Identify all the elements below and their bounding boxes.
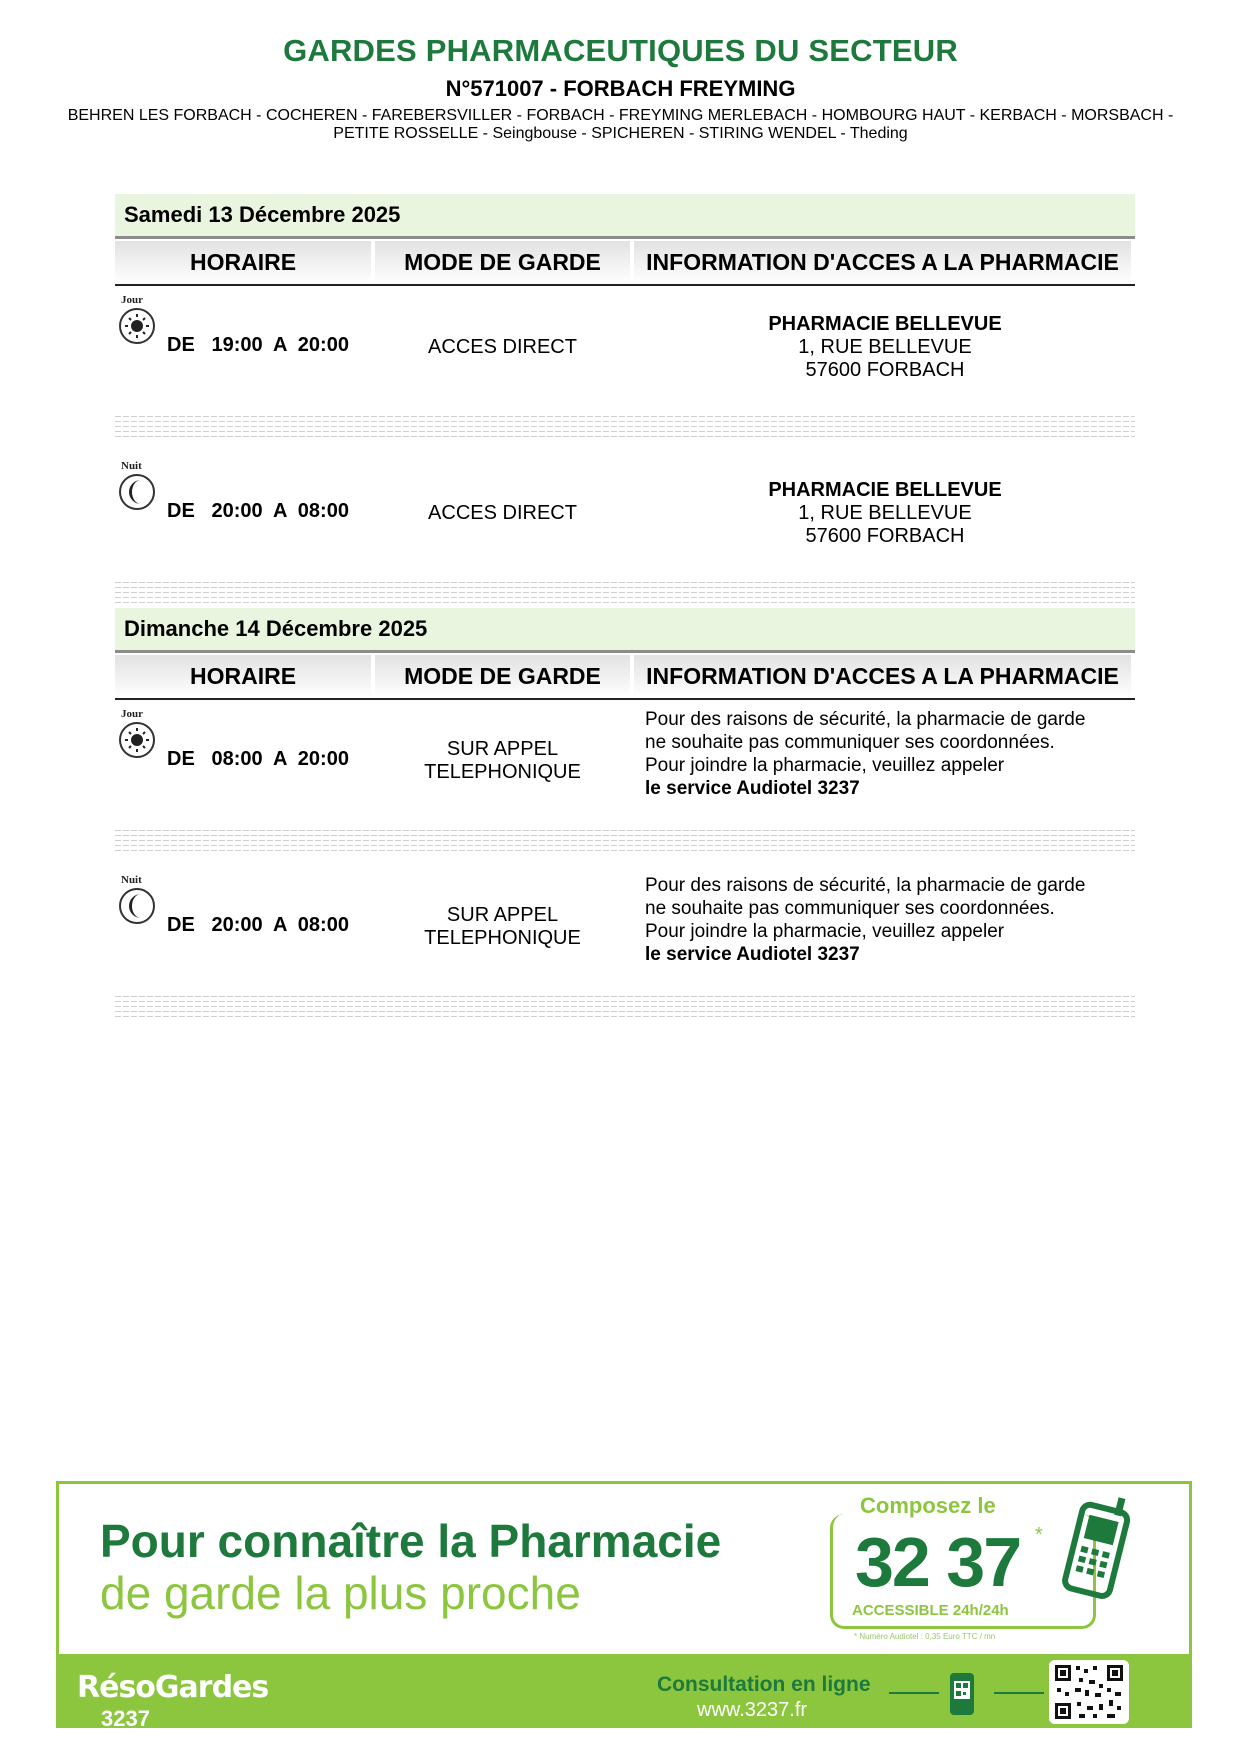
day-section-2 — [115, 608, 1135, 1020]
guard-row — [115, 700, 1135, 830]
guard-mode-line-2: TELEPHONIQUE — [424, 761, 581, 783]
time-range: DE 20:00 A 08:00 — [167, 500, 349, 522]
pharmacy-name: PHARMACIE BELLEVUE — [768, 479, 1002, 501]
notice-line: Pour des raisons de sécurité, la pharmacie de garde — [645, 875, 1086, 896]
guard-mode — [375, 904, 630, 950]
website-link[interactable]: www.3237.fr — [697, 1699, 808, 1721]
guard-mode-line-2: TELEPHONIQUE — [424, 927, 581, 949]
column-header-horaire: HORAIRE — [115, 241, 371, 284]
column-header-row — [115, 655, 1135, 700]
communes-line-1: BEHREN LES FORBACH - COCHEREN - FAREBERSVILLER - FORBACH - FREYMING MERLEBACH - HOMBOURG HAUT - KERBACH - MORSBACH - — [67, 107, 1174, 124]
guard-mode: ACCES DIRECT — [428, 502, 577, 524]
column-header-info: INFORMATION D'ACCES A LA PHARMACIE — [634, 655, 1131, 698]
day-title: Dimanche 14 Décembre 2025 — [115, 608, 1135, 653]
day-section-1 — [115, 194, 1135, 606]
row-divider — [115, 830, 1135, 854]
resogardes-logo: RésoGardes — [77, 1670, 269, 1705]
column-header-horaire: HORAIRE — [115, 655, 371, 698]
connector-line — [889, 1692, 939, 1694]
notice-line: ne souhaite pas communiquer ses coordonnées. — [645, 732, 1055, 753]
svg-text:Jour: Jour — [121, 708, 143, 720]
banner-subheadline: de garde la plus proche — [100, 1567, 581, 1619]
time-range: DE 08:00 A 20:00 — [167, 748, 349, 770]
column-header-info: INFORMATION D'ACCES A LA PHARMACIE — [634, 241, 1131, 284]
pharmacy-info — [635, 313, 1135, 382]
guard-row — [115, 452, 1135, 582]
notice-line: ne souhaite pas communiquer ses coordonnées. — [645, 898, 1055, 919]
communes-line-2: PETITE ROSSELLE - Seingbouse - SPICHEREN - STIRING WENDEL - Theding — [333, 125, 908, 142]
audiotel-price-note: * Numéro Audiotel : 0,35 Euro TTC / mn — [854, 1632, 996, 1641]
sun-jour-icon — [117, 292, 161, 348]
number-asterisk: * — [1035, 1524, 1043, 1546]
row-divider — [115, 996, 1135, 1020]
page-title: GARDES PHARMACEUTIQUES DU SECTEUR — [283, 33, 958, 68]
sun-jour-icon — [117, 706, 161, 762]
row-divider — [115, 416, 1135, 440]
time-range: DE 19:00 A 20:00 — [167, 334, 349, 356]
resogardes-number: 3237 — [101, 1706, 150, 1731]
guard-row — [115, 286, 1135, 416]
notice-line: Pour joindre la pharmacie, veuillez appeler — [645, 755, 1005, 776]
pharmacy-city: 57600 FORBACH — [805, 525, 965, 547]
time-range: DE 20:00 A 08:00 — [167, 914, 349, 936]
svg-text:Nuit: Nuit — [121, 874, 142, 886]
banner-headline: Pour connaître la Pharmacie — [100, 1515, 722, 1567]
row-divider — [115, 582, 1135, 606]
day-title: Samedi 13 Décembre 2025 — [115, 194, 1135, 239]
audiotel-service: le service Audiotel 3237 — [645, 944, 860, 965]
column-header-mode: MODE DE GARDE — [375, 655, 630, 698]
pharmacy-address: 1, RUE BELLEVUE — [798, 336, 972, 358]
guard-mode-line-1: SUR APPEL — [446, 738, 559, 760]
moon-nuit-icon — [117, 872, 161, 928]
info-banner — [56, 1481, 1192, 1731]
pharmacy-info — [635, 479, 1135, 548]
qr-code-icon[interactable] — [1049, 1660, 1129, 1724]
audiotel-service: le service Audiotel 3237 — [645, 778, 860, 799]
notice-line: Pour joindre la pharmacie, veuillez appeler — [645, 921, 1005, 942]
moon-nuit-icon — [117, 458, 161, 514]
svg-text:Nuit: Nuit — [121, 460, 142, 472]
notice-line: Pour des raisons de sécurité, la pharmacie de garde — [645, 709, 1086, 730]
phone-number[interactable]: 32 37 — [855, 1523, 1021, 1601]
column-header-mode: MODE DE GARDE — [375, 241, 630, 284]
availability-label: ACCESSIBLE 24h/24h — [852, 1602, 1009, 1619]
security-notice — [645, 874, 1140, 966]
security-notice — [645, 708, 1140, 800]
connector-line — [994, 1692, 1044, 1694]
svg-text:Jour: Jour — [121, 294, 143, 306]
online-consultation-label: Consultation en ligne — [657, 1673, 871, 1696]
pharmacy-name: PHARMACIE BELLEVUE — [768, 313, 1002, 335]
mobile-phone-icon — [1062, 1494, 1136, 1600]
guard-mode-line-1: SUR APPEL — [446, 904, 559, 926]
sector-title: N°571007 - FORBACH FREYMING — [445, 76, 796, 101]
pharmacy-address: 1, RUE BELLEVUE — [798, 502, 972, 524]
pharmacy-city: 57600 FORBACH — [805, 359, 965, 381]
compose-label: Composez le — [854, 1493, 1002, 1519]
column-header-row — [115, 241, 1135, 286]
guard-mode: ACCES DIRECT — [428, 336, 577, 358]
smartphone-qr-icon — [944, 1667, 986, 1719]
guard-mode — [375, 738, 630, 784]
guard-row — [115, 866, 1135, 996]
communes-list — [30, 107, 1211, 143]
